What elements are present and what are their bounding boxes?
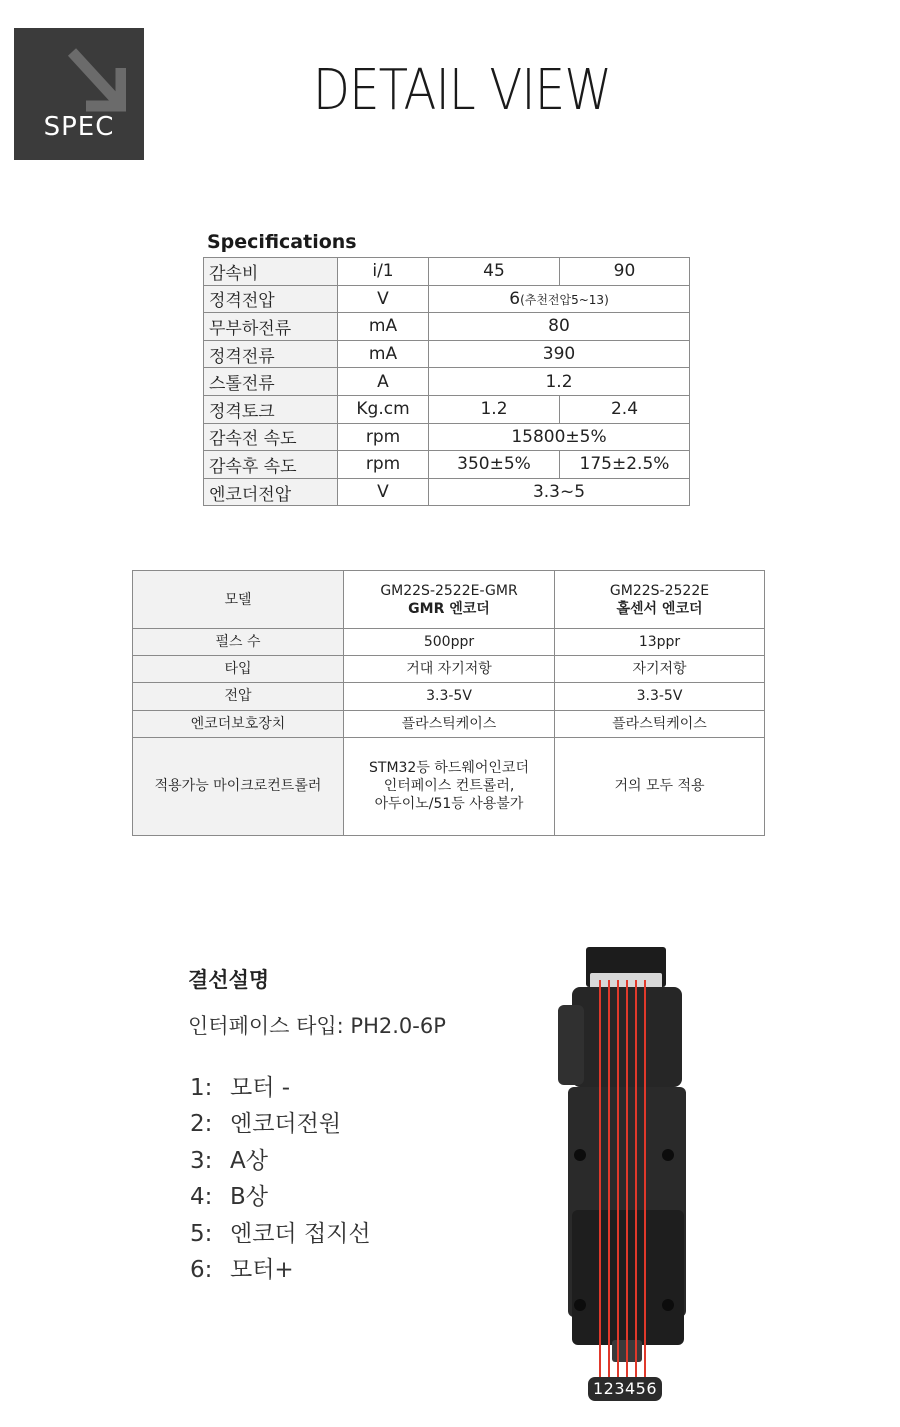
cell-line: 아두이노/51등 사용불가 bbox=[374, 796, 524, 813]
spec-label: 정격토크 bbox=[204, 395, 338, 423]
table-row bbox=[204, 313, 690, 341]
model-name: GM22S-2522E-GMR bbox=[380, 582, 518, 599]
spec-unit: A bbox=[338, 368, 429, 396]
row-label: 전압 bbox=[133, 683, 344, 710]
table-row bbox=[204, 285, 690, 313]
spec-note: (추천전압5~13) bbox=[520, 292, 609, 307]
pin-name: B상 bbox=[230, 1184, 268, 1211]
table-row bbox=[204, 340, 690, 368]
spec-label: 정격전류 bbox=[204, 340, 338, 368]
encoder-comparison-table bbox=[132, 570, 765, 836]
header-gmr bbox=[344, 571, 555, 629]
list-item bbox=[190, 1216, 371, 1252]
spec-value: 390 bbox=[429, 340, 690, 368]
pin-name: 모터+ bbox=[230, 1256, 294, 1283]
spec-unit: Kg.cm bbox=[338, 395, 429, 423]
page-title: DETAIL VIEW bbox=[312, 58, 612, 123]
pin-number: 5: bbox=[190, 1220, 213, 1247]
table-row bbox=[133, 710, 765, 737]
specifications-heading: Specifications bbox=[207, 231, 357, 253]
list-item bbox=[190, 1252, 371, 1288]
table-row bbox=[133, 683, 765, 710]
spec-label: 감속전 속도 bbox=[204, 423, 338, 451]
list-item bbox=[190, 1143, 371, 1179]
spec-value-cell bbox=[429, 285, 690, 313]
spec-value: 80 bbox=[429, 313, 690, 341]
spec-value: 1.2 bbox=[429, 395, 560, 423]
spec-label: 감속비 bbox=[204, 258, 338, 286]
spec-label: 엔코더전압 bbox=[204, 478, 338, 506]
table-row bbox=[133, 656, 765, 683]
cell: 13ppr bbox=[555, 629, 765, 656]
pin-name: 모터 - bbox=[230, 1075, 291, 1101]
cell: 플라스틱케이스 bbox=[344, 710, 555, 737]
row-label: 적용가능 마이크로컨트롤러 bbox=[133, 737, 344, 835]
pin-name: 엔코더전원 bbox=[230, 1111, 342, 1138]
spec-value: 3.3~5 bbox=[429, 478, 690, 506]
motor-screw-hole bbox=[662, 1299, 674, 1311]
table-row bbox=[204, 395, 690, 423]
spec-value: 175±2.5% bbox=[560, 451, 690, 479]
header-hall bbox=[555, 571, 765, 629]
spec-value: 15800±5% bbox=[429, 423, 690, 451]
cell: 3.3-5V bbox=[344, 683, 555, 710]
spec-value: 350±5% bbox=[429, 451, 560, 479]
cell: 3.3-5V bbox=[555, 683, 765, 710]
table-row bbox=[204, 423, 690, 451]
badge-label: SPEC bbox=[43, 112, 115, 142]
spec-label: 감속후 속도 bbox=[204, 451, 338, 479]
row-label: 펄스 수 bbox=[133, 629, 344, 656]
motor-image bbox=[550, 940, 690, 1400]
encoder-type: 홀센서 엔코더 bbox=[616, 600, 703, 617]
cell: 플라스틱케이스 bbox=[555, 710, 765, 737]
pin-name: 엔코더 접지선 bbox=[230, 1220, 371, 1247]
header-label: 모델 bbox=[133, 571, 344, 629]
motor-screw-hole bbox=[574, 1149, 586, 1161]
specifications-table bbox=[203, 257, 690, 506]
pin-name: A상 bbox=[230, 1147, 268, 1174]
motor-encoder-shoulder bbox=[558, 1005, 584, 1085]
model-name: GM22S-2522E bbox=[609, 582, 710, 599]
list-item bbox=[190, 1106, 371, 1142]
table-row bbox=[204, 478, 690, 506]
spec-value: 2.4 bbox=[560, 395, 690, 423]
cell bbox=[344, 737, 555, 835]
spec-unit: mA bbox=[338, 340, 429, 368]
cell: 거의 모두 적용 bbox=[555, 737, 765, 835]
pin-number: 6: bbox=[190, 1256, 213, 1283]
list-item bbox=[190, 1179, 371, 1215]
spec-value: 90 bbox=[560, 258, 690, 286]
row-label: 타입 bbox=[133, 656, 344, 683]
motor-screw-hole bbox=[574, 1299, 586, 1311]
table-row bbox=[204, 258, 690, 286]
pin-number: 4: bbox=[190, 1184, 213, 1211]
cell: 자기저항 bbox=[555, 656, 765, 683]
spec-unit: rpm bbox=[338, 451, 429, 479]
cell: 거대 자기저항 bbox=[344, 656, 555, 683]
spec-value: 45 bbox=[429, 258, 560, 286]
pin-number: 3: bbox=[190, 1147, 213, 1174]
table-header-row bbox=[133, 571, 765, 629]
pin-number: 2: bbox=[190, 1111, 213, 1138]
connector-pin-label: 123456 bbox=[588, 1377, 662, 1401]
spec-label: 정격전압 bbox=[204, 285, 338, 313]
interface-type: 인터페이스 타입: PH2.0-6P bbox=[188, 1014, 446, 1038]
table-row bbox=[204, 368, 690, 396]
spec-unit: V bbox=[338, 478, 429, 506]
spec-unit: i/1 bbox=[338, 258, 429, 286]
cell-line: 인터페이스 컨트롤러, bbox=[383, 778, 515, 795]
spec-label: 무부하전류 bbox=[204, 313, 338, 341]
spec-unit: mA bbox=[338, 313, 429, 341]
spec-label: 스톨전류 bbox=[204, 368, 338, 396]
list-item bbox=[190, 1070, 371, 1106]
spec-value: 6 bbox=[509, 288, 521, 309]
cell: 500ppr bbox=[344, 629, 555, 656]
spec-unit: rpm bbox=[338, 423, 429, 451]
encoder-type: GMR 엔코더 bbox=[408, 600, 490, 617]
wiring-title: 결선설명 bbox=[188, 968, 270, 992]
cell-line: STM32등 하드웨어인코더 bbox=[369, 760, 529, 777]
table-row bbox=[133, 737, 765, 835]
table-row bbox=[204, 451, 690, 479]
pin-list bbox=[190, 1070, 371, 1288]
spec-value: 1.2 bbox=[429, 368, 690, 396]
spec-unit: V bbox=[338, 285, 429, 313]
row-label: 엔코더보호장치 bbox=[133, 710, 344, 737]
table-row bbox=[133, 629, 765, 656]
motor-screw-hole bbox=[662, 1149, 674, 1161]
pin-number: 1: bbox=[190, 1075, 213, 1101]
